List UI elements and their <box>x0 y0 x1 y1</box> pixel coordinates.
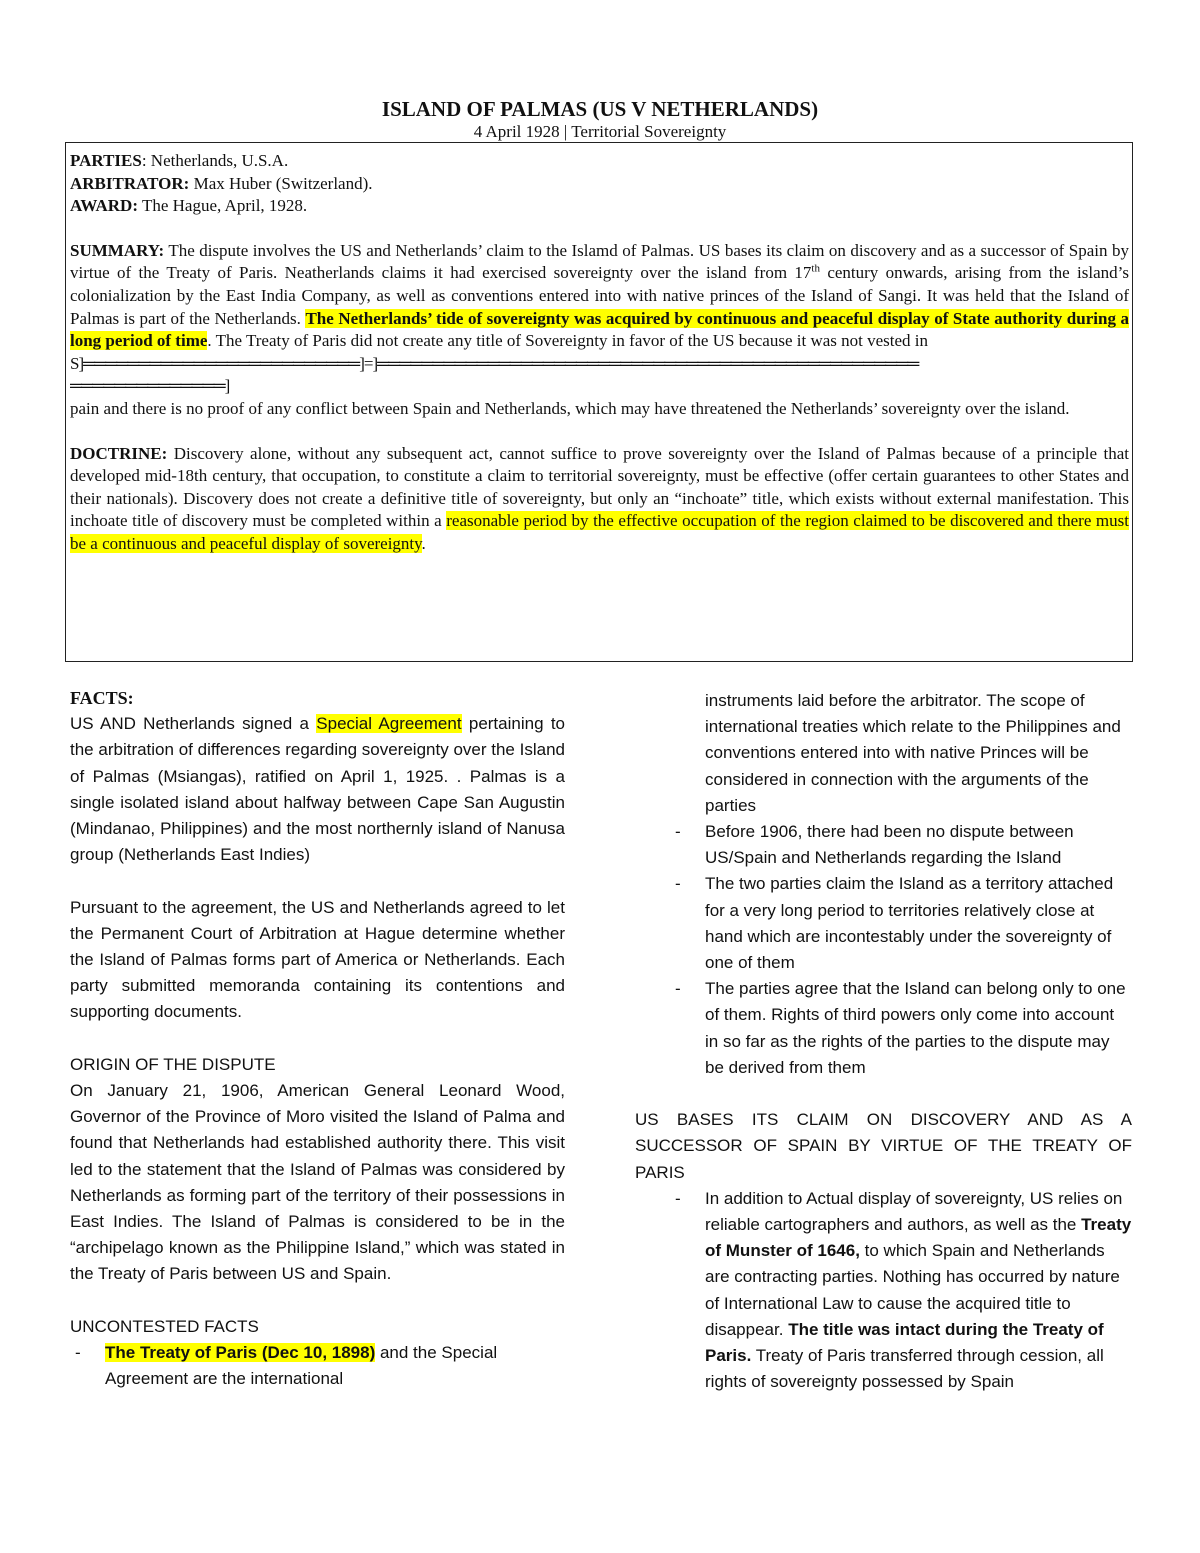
parties-line <box>70 150 1129 173</box>
bullet-dash: - <box>675 822 681 842</box>
doctrine-paragraph <box>70 443 1129 556</box>
right-list-continued <box>670 688 1132 1081</box>
summary-text-1: The dispute involves the US and Netherlands’ claim to the Islamd of Palmas. US bases its claim on discovery and as a successor of Spain by virtue of the Treaty of Paris. Neatherlands claims it had exercised sovereignty over the island from 17 <box>70 240 1129 283</box>
title-intact-bold: The title was intact during the Treaty of Paris. <box>705 1319 1104 1366</box>
continued-text: instruments laid before the arbitrator. The scope of international treaties which relate to the Philippines and conventions entered into with native Princes will be considered in connection with the arguments of the parties <box>705 691 1121 815</box>
uncontested-heading: UNCONTESTED FACTS <box>70 1316 259 1336</box>
bullet-text: Before 1906, there had been no dispute between US/Spain and Netherlands regarding the Island <box>705 822 1074 868</box>
summary-rule-1: S]═════════════════════════]=]═════════════════════════════════════════════════ <box>70 353 919 373</box>
page-subtitle: 4 April 1928 | Territorial Sovereignty <box>473 122 727 141</box>
us-claim-text-3: Treaty of Paris transferred through cession, all rights of sovereignty possessed by Spain <box>705 1346 1104 1392</box>
summary-paragraph <box>70 240 1129 353</box>
case-summary-box <box>65 142 1133 662</box>
left-column <box>70 685 565 1392</box>
doctrine-text-1: Discovery alone, without any subsequent act, cannot suffice to prove sovereignty over the Island of Palmas because of a principle that developed mid-18th century, that occupation, to constitute a claim to territorial sovereignty, must be effective (offer certain guarantees to other States and their nationals). Discovery does not create a definitive title of sovereignty, but only an “inchoate” title, which exists without external manifestation. This inchoate title of discovery must be completed within a <box>70 443 1129 531</box>
summary-highlight: The Netherlands’ tide of sovereignty was acquired by continuous and peaceful display of State authority during a long period of time <box>70 308 1129 351</box>
bullet-dash: - <box>675 874 681 894</box>
summary-rule-2: ══════════════] <box>70 376 230 396</box>
uncontested-list <box>70 1340 565 1392</box>
us-claim-text-2: to which Spain and Netherlands are contracting parties. Nothing has occurred by nature of International Law to cause the acquired title to disappear. <box>705 1241 1120 1339</box>
list-item-continued <box>705 688 1132 819</box>
us-claim-text-1: In addition to Actual display of sovereignty, US relies on reliable cartographers and authors, as well as the <box>705 1188 1123 1235</box>
doctrine-label: DOCTRINE: <box>70 443 168 463</box>
treaty-of-munster-bold: Treaty of Munster of 1646, <box>705 1215 1132 1261</box>
bullet-dash: - <box>75 1343 81 1363</box>
award-line <box>70 195 1129 218</box>
right-column <box>635 688 1132 1395</box>
summary-superscript: th <box>811 262 820 275</box>
facts-text-1b: pertaining to the arbitration of differences regarding sovereignty over the Island of Palmas (Msiangas), ratified on April 1, 1925. . Palmas is a single isolated island about halfway between Cape San Augustin (Mindanao, Philippines) and the most northernly island of Nanusa group (Netherlands East Indies) <box>70 714 566 865</box>
bullet-dash: - <box>675 1188 681 1208</box>
uncontested-text: and the Special Agreement are the international <box>105 1343 498 1389</box>
parties-label: PARTIES <box>70 151 142 170</box>
award-value: The Hague, April, 1928. <box>138 196 308 216</box>
us-claim-heading: US BASES ITS CLAIM ON DISCOVERY AND AS A SUCCESSOR OF SPAIN BY VIRTUE OF THE TREATY OF PARIS <box>635 1110 1132 1182</box>
list-item <box>675 976 1132 1081</box>
summary-label: SUMMARY: <box>70 240 165 260</box>
list-item <box>675 1186 1132 1396</box>
list-item <box>675 819 1132 871</box>
treaty-of-paris-highlight: The Treaty of Paris (Dec 10, 1898) <box>105 1343 376 1363</box>
origin-heading: ORIGIN OF THE DISPUTE <box>70 1054 276 1074</box>
facts-heading: FACTS: <box>70 688 134 708</box>
facts-paragraph-2: Pursuant to the agreement, the US and Netherlands agreed to let the Permanent Court of Arbitration at Hague determine whether the Island of Palmas forms part of America or Netherlands. Each party submitted memoranda containing its contentions and supporting documents. <box>70 897 565 1022</box>
special-agreement-highlight: Special Agreement <box>316 714 462 734</box>
doctrine-highlight: reasonable period by the effective occupation of the region claimed to be discovered and there must be a continuous and peaceful display of sovereignty <box>70 511 1129 553</box>
arbitrator-line <box>70 173 1129 196</box>
doctrine-text-2: . <box>421 533 426 553</box>
page-title: ISLAND OF PALMAS (US V NETHERLANDS) <box>381 97 819 121</box>
list-item <box>675 871 1132 976</box>
arbitrator-value: Max Huber (Switzerland). <box>189 173 373 193</box>
parties-value: : Netherlands, U.S.A. <box>141 151 289 170</box>
summary-text-3: . The Treaty of Paris did not create any title of Sovereignty in favor of the US because it was not vested in <box>207 331 929 351</box>
bullet-dash: - <box>675 979 681 999</box>
bullet-text: The parties agree that the Island can belong only to one of them. Rights of third powers only come into account in so far as the rights of the parties to the dispute may be derived from them <box>705 979 1126 1077</box>
facts-text-1a: US AND Netherlands signed a <box>70 714 317 734</box>
facts-paragraph-1 <box>70 711 565 868</box>
summary-text-4: pain and there is no proof of any conflict between Spain and Netherlands, which may have threatened the Netherlands’ sovereignty over the island. <box>70 398 1070 418</box>
bullet-text: The two parties claim the Island as a territory attached for a very long period to territories relatively close at hand which are incontestably under the sovereignty of one of them <box>705 874 1114 973</box>
us-claim-list <box>670 1186 1132 1396</box>
award-label: AWARD: <box>70 196 138 216</box>
arbitrator-label: ARBITRATOR: <box>70 173 190 193</box>
origin-paragraph: On January 21, 1906, American General Leonard Wood, Governor of the Province of Moro visited the Island of Palma and found that Netherlands had established authority there. This visit led to the statement that the Island of Palmas was considered by Netherlands as forming part of the territory of their possessions in East Indies. The Island of Palmas is considered to be in the “archipelago known as the Philippine Island,” which was stated in the Treaty of Paris between US and Spain. <box>70 1081 565 1284</box>
summary-text-2: century onwards, arising from the island’s colonialization by the East India Company, as well as conventions entered into with native princes of the Island of Sangi. It was held that the Island of Palmas is part of the Netherlands. <box>70 263 1129 328</box>
list-item <box>75 1340 565 1392</box>
